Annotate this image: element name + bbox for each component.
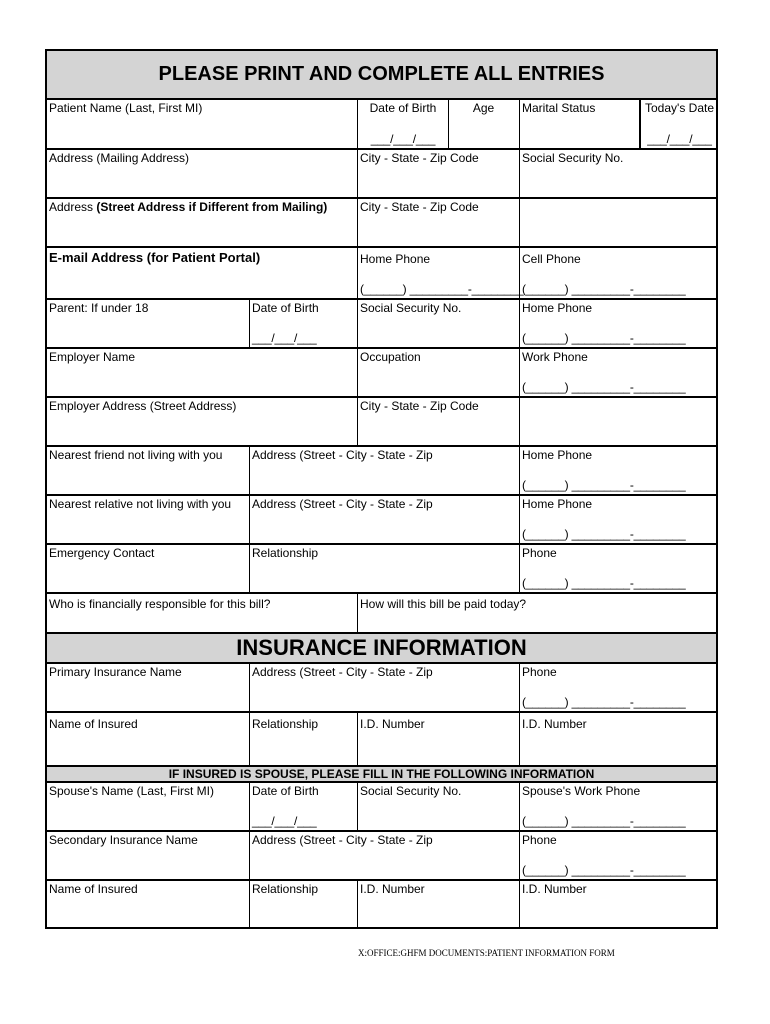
employer-address-field[interactable]	[47, 398, 358, 445]
relationship-field[interactable]	[250, 545, 520, 592]
label: Occupation	[360, 350, 421, 364]
parent-social-security-field[interactable]	[358, 300, 520, 347]
email-field[interactable]	[47, 248, 358, 298]
row-primary-insurance	[47, 664, 716, 713]
patient-name-field[interactable]	[47, 100, 358, 148]
label: Address (Street - City - State - Zip	[252, 833, 433, 847]
id-number-field[interactable]	[358, 881, 520, 929]
date-blank: ___/___/___	[252, 814, 317, 828]
friend-home-phone-field[interactable]	[520, 447, 718, 494]
label: How will this bill be paid today?	[360, 597, 527, 611]
row-nearest-relative	[47, 496, 716, 545]
label: I.D. Number	[360, 882, 425, 896]
age-field[interactable]	[449, 100, 519, 148]
phone-blank: (______) _________-________	[522, 695, 686, 709]
label: Phone	[522, 665, 557, 679]
spouse-social-security-field[interactable]	[358, 783, 520, 830]
insured-relationship-field[interactable]	[250, 881, 358, 929]
blank-field[interactable]	[520, 199, 718, 246]
id-number-field[interactable]	[520, 881, 718, 929]
label: Emergency Contact	[49, 546, 155, 560]
row-employer	[47, 349, 716, 398]
id-number-field[interactable]	[520, 713, 718, 765]
phone-blank: (______) _________-________	[522, 380, 686, 394]
financially-responsible-field[interactable]	[47, 594, 358, 632]
cell-phone-field[interactable]	[520, 248, 718, 298]
label: Age	[472, 101, 495, 115]
label: Parent: If under 18	[49, 301, 149, 315]
nearest-relative-field[interactable]	[47, 496, 250, 543]
label: Address (Street - City - State - Zip	[252, 497, 433, 511]
label: Home Phone	[522, 301, 593, 315]
row-street-address	[47, 199, 716, 248]
phone-blank: (______) _________-________	[522, 527, 686, 541]
label: Address (Street - City - State - Zip	[252, 665, 433, 679]
label: Who is financially responsible for this bill?	[49, 597, 271, 611]
primary-insurance-address-field[interactable]	[250, 664, 520, 711]
row-secondary-insurance	[47, 832, 716, 881]
relative-address-field[interactable]	[250, 496, 520, 543]
employer-name-field[interactable]	[47, 349, 358, 396]
row-financial	[47, 594, 716, 634]
name-of-insured-field[interactable]	[47, 881, 250, 929]
spouse-banner: IF INSURED IS SPOUSE, PLEASE FILL IN THE FOLLOWING INFORMATION	[47, 767, 716, 783]
secondary-insurance-phone-field[interactable]	[520, 832, 718, 879]
employer-city-state-zip-field[interactable]	[358, 398, 520, 445]
parent-home-phone-field[interactable]	[520, 300, 718, 347]
name-of-insured-field[interactable]	[47, 713, 250, 765]
label: Today's Date	[645, 101, 714, 115]
patient-information-form	[45, 49, 718, 929]
label: Relationship	[252, 546, 319, 560]
label: Social Security No.	[360, 301, 462, 315]
label: Date of Birth	[252, 784, 319, 798]
label: Date of Birth	[369, 101, 437, 115]
spouse-name-field[interactable]	[47, 783, 250, 830]
todays-date-field[interactable]	[640, 100, 718, 148]
label: Employer Name	[49, 350, 136, 364]
label: I.D. Number	[522, 882, 587, 896]
insured-relationship-field[interactable]	[250, 713, 358, 765]
phone-blank: (______) _________-________	[360, 282, 524, 296]
primary-insurance-phone-field[interactable]	[520, 664, 718, 711]
label: Secondary Insurance Name	[49, 833, 198, 847]
mailing-address-field[interactable]	[47, 150, 358, 197]
blank-field[interactable]	[520, 398, 718, 445]
label: Home Phone	[360, 252, 431, 266]
row-parent	[47, 300, 716, 349]
social-security-field[interactable]	[520, 150, 718, 197]
phone-blank: (______) _________-________	[522, 331, 686, 345]
marital-status-field[interactable]	[519, 100, 640, 148]
label: Phone	[522, 546, 557, 560]
nearest-friend-field[interactable]	[47, 447, 250, 494]
home-phone-field[interactable]	[358, 248, 524, 298]
row-patient-name	[47, 100, 716, 150]
street-address-field[interactable]	[47, 199, 358, 246]
row-emergency-contact	[47, 545, 716, 594]
occupation-field[interactable]	[358, 349, 520, 396]
document-path-footer: X:OFFICE:GHFM DOCUMENTS:PATIENT INFORMATION FORM	[358, 948, 615, 958]
label: Address (Street - City - State - Zip	[252, 448, 433, 462]
label: Address (Street Address if Different from Mailing)	[49, 200, 328, 214]
spouse-work-phone-field[interactable]	[520, 783, 718, 830]
emergency-phone-field[interactable]	[520, 545, 718, 592]
secondary-insurance-address-field[interactable]	[250, 832, 520, 879]
label: Date of Birth	[252, 301, 319, 315]
row-email	[47, 248, 716, 300]
row-nearest-friend	[47, 447, 716, 496]
city-state-zip-field[interactable]	[358, 199, 520, 246]
label: Spouse's Work Phone	[522, 784, 641, 798]
row-name-of-insured	[47, 713, 716, 767]
label: City - State - Zip Code	[360, 200, 479, 214]
phone-blank: (______) _________-________	[522, 814, 686, 828]
label: Social Security No.	[360, 784, 462, 798]
parent-date-of-birth-field[interactable]	[250, 300, 358, 347]
label: Spouse's Name (Last, First MI)	[49, 784, 214, 798]
row-employer-address	[47, 398, 716, 447]
label: E-mail Address (for Patient Portal)	[49, 250, 261, 265]
label: I.D. Number	[360, 717, 425, 731]
emergency-contact-field[interactable]	[47, 545, 250, 592]
secondary-insurance-name-field[interactable]	[47, 832, 250, 879]
label: Marital Status	[522, 101, 596, 115]
label: Name of Insured	[49, 882, 138, 896]
label: Social Security No.	[522, 151, 624, 165]
label: Cell Phone	[522, 252, 581, 266]
label: Home Phone	[522, 448, 593, 462]
label: Employer Address (Street Address)	[49, 399, 237, 413]
label: Name of Insured	[49, 717, 138, 731]
row-secondary-name-of-insured	[47, 881, 716, 929]
parent-field[interactable]	[47, 300, 250, 347]
phone-blank: (______) _________-________	[522, 863, 686, 877]
phone-blank: (______) _________-________	[522, 576, 686, 590]
friend-address-field[interactable]	[250, 447, 520, 494]
row-spouse-name	[47, 783, 716, 832]
label: City - State - Zip Code	[360, 151, 479, 165]
spouse-date-of-birth-field[interactable]	[250, 783, 358, 830]
label: Work Phone	[522, 350, 588, 364]
label: Nearest relative not living with you	[49, 497, 232, 511]
city-state-zip-field[interactable]	[358, 150, 520, 197]
label: I.D. Number	[522, 717, 587, 731]
phone-blank: (______) _________-________	[522, 282, 686, 296]
date-of-birth-field[interactable]	[358, 100, 449, 148]
label: Address (Mailing Address)	[49, 151, 190, 165]
row-mailing-address	[47, 150, 716, 199]
payment-method-field[interactable]	[358, 594, 718, 632]
phone-blank: (______) _________-________	[522, 478, 686, 492]
label: Nearest friend not living with you	[49, 448, 223, 462]
label: Relationship	[252, 717, 319, 731]
label: Relationship	[252, 882, 319, 896]
label: City - State - Zip Code	[360, 399, 479, 413]
form-title: PLEASE PRINT AND COMPLETE ALL ENTRIES	[47, 51, 716, 100]
label: Patient Name (Last, First MI)	[49, 101, 203, 115]
date-blank: ___/___/___	[647, 132, 712, 146]
relative-home-phone-field[interactable]	[520, 496, 718, 543]
work-phone-field[interactable]	[520, 349, 718, 396]
insurance-section-title: INSURANCE INFORMATION	[47, 634, 716, 664]
label: Home Phone	[522, 497, 593, 511]
label: Phone	[522, 833, 557, 847]
primary-insurance-name-field[interactable]	[47, 664, 250, 711]
date-blank: ___/___/___	[252, 331, 317, 345]
label: Primary Insurance Name	[49, 665, 182, 679]
date-blank: ___/___/___	[370, 132, 436, 146]
id-number-field[interactable]	[358, 713, 520, 765]
